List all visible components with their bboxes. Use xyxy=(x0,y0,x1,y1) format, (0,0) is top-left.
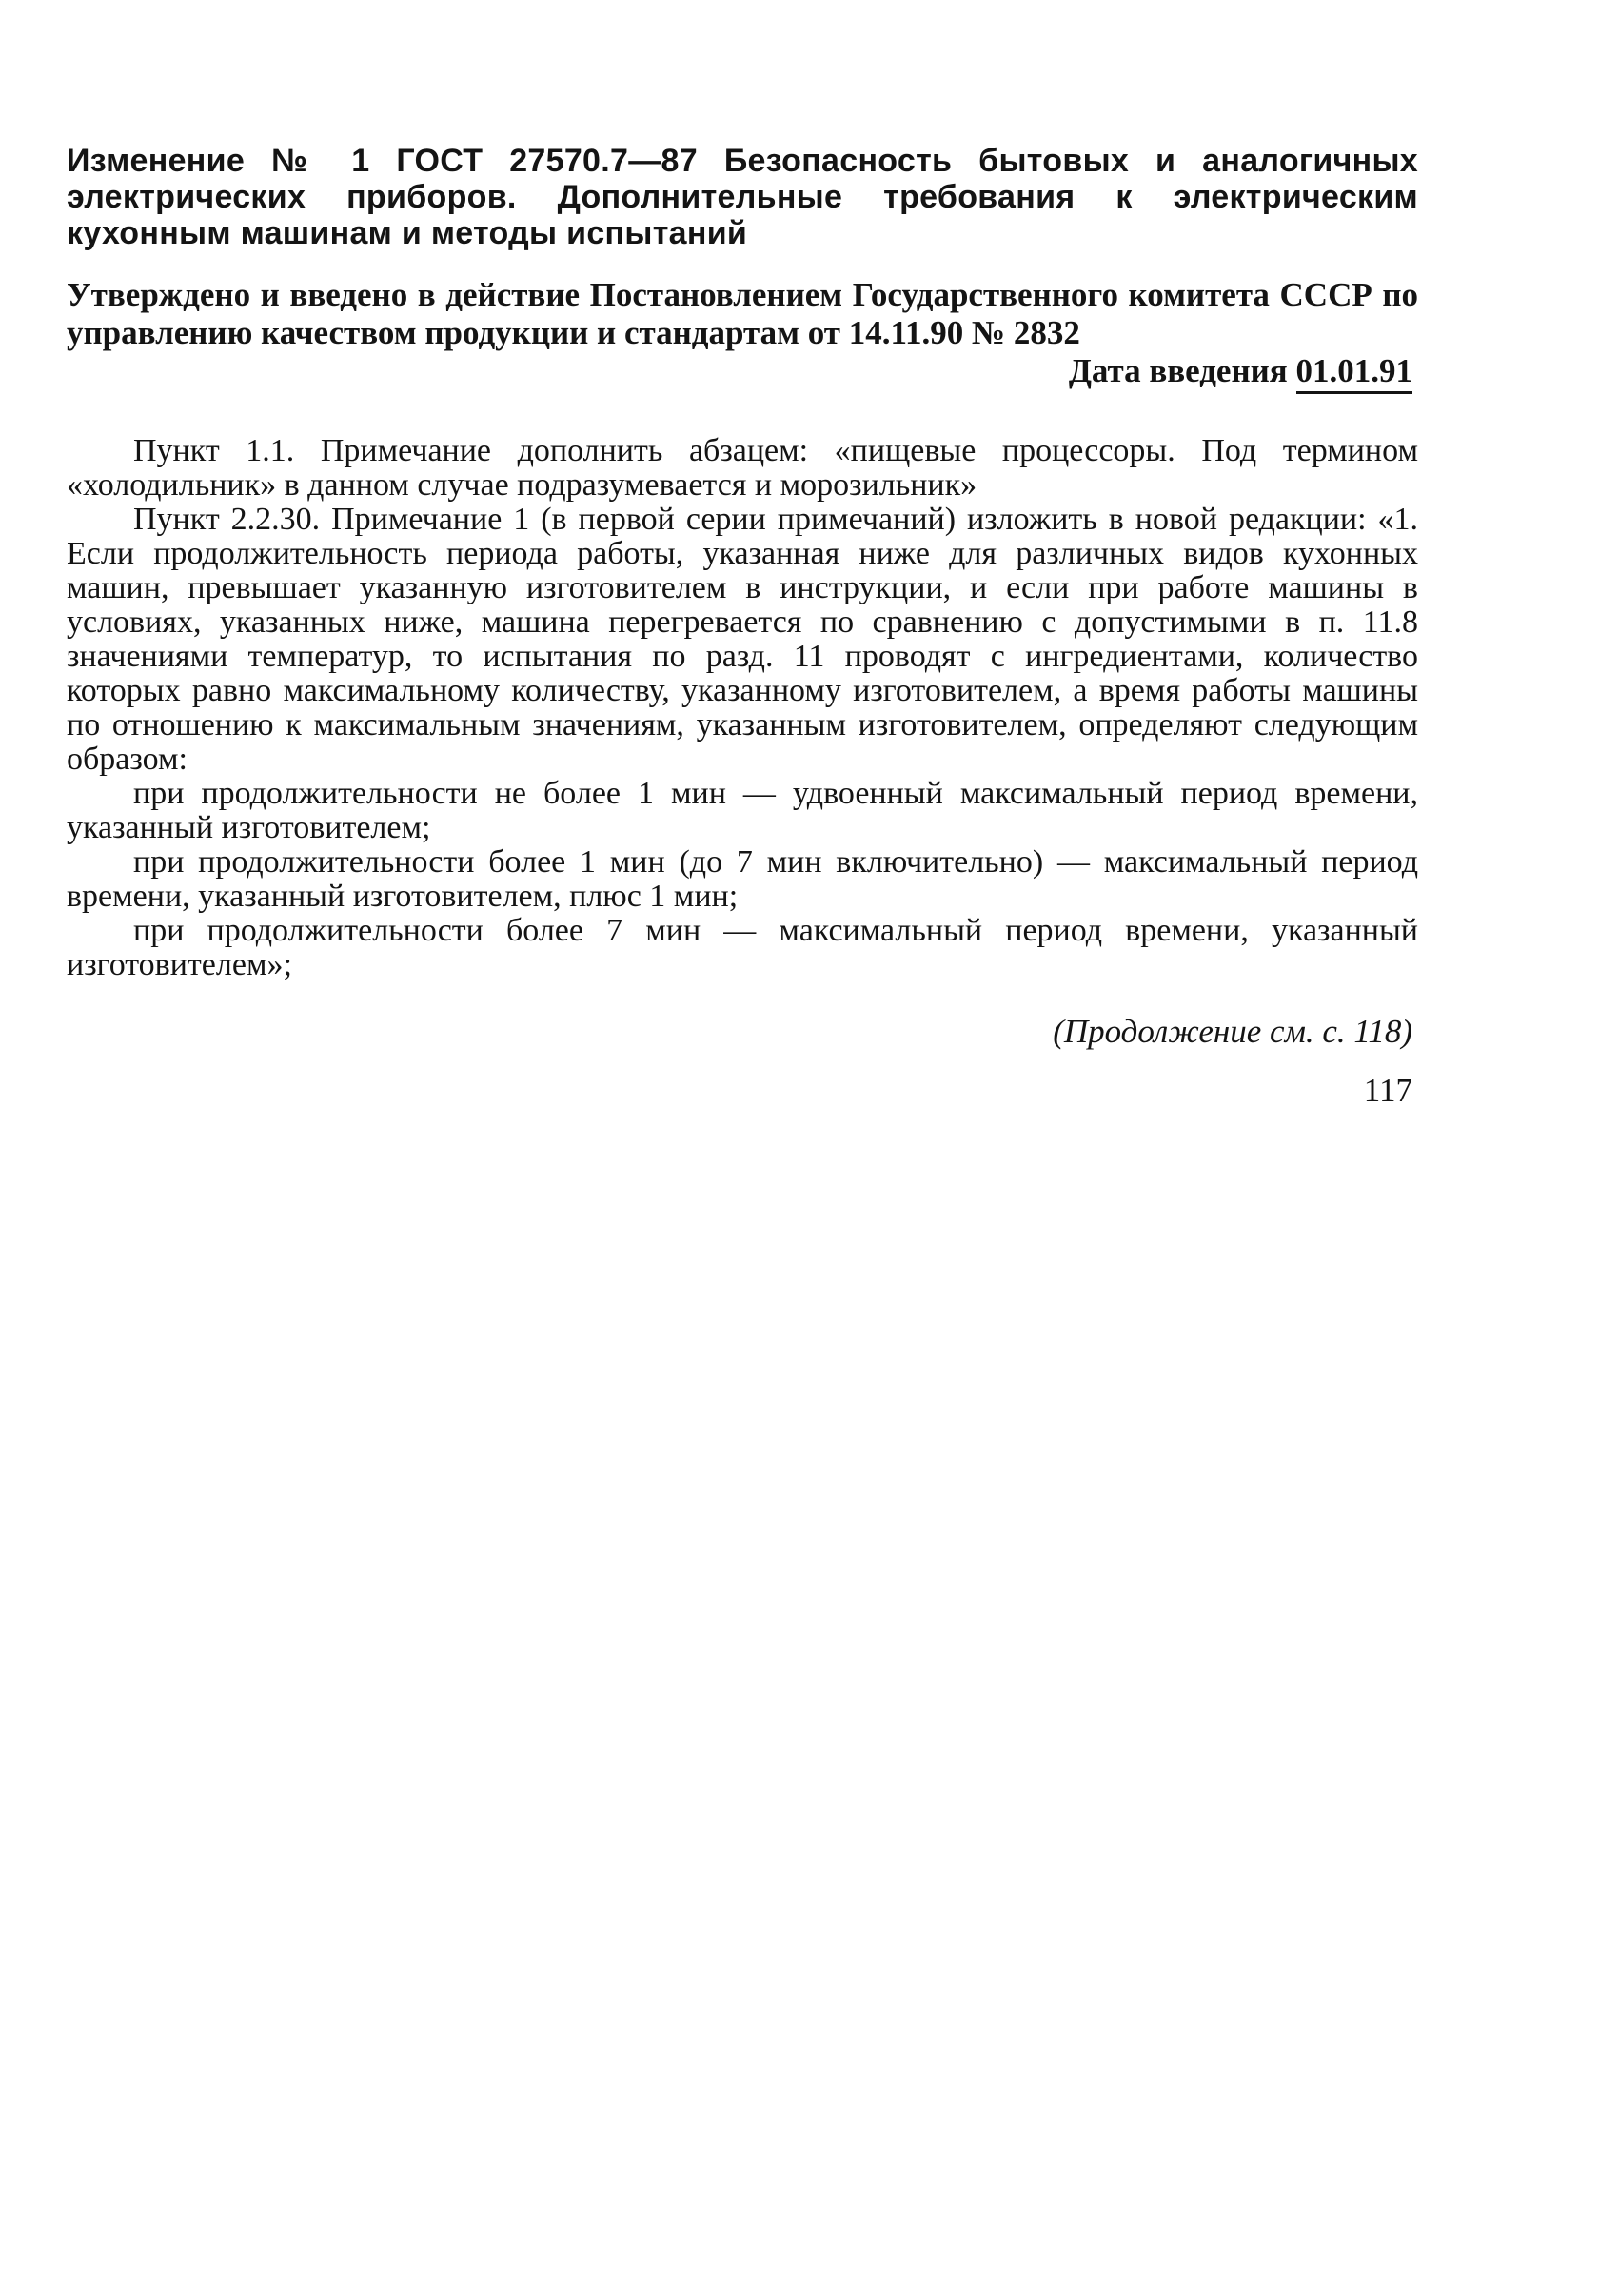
paragraph-item-1-1: Пункт 1.1. Примечание дополнить абзацем: «пищевые процессоры. Под термином «холодильник» в данном случае подразумевается и морозильник» xyxy=(67,433,1418,503)
amendment-title: Изменение № 1 ГОСТ 27570.7—87 Безопасность бытовых и аналогичных электрических приборов. Дополнительные требования к электрическим кухонным машинам и методы испытаний xyxy=(67,143,1418,251)
approval-statement: Утверждено и введено в действие Постановлением Государственного комитета СССР по управлению качеством продукции и стандартам от 14.11.90 № 2832 xyxy=(67,276,1418,351)
effective-date-value: 01.01.91 xyxy=(1296,352,1413,394)
continuation-note: (Продолжение см. с. 118) xyxy=(1053,1013,1412,1050)
paragraph-item-2-2-30: Пункт 2.2.30. Примечание 1 (в первой серии примечаний) изложить в новой редакции: «1. Если продолжительность периода работы, указанная ниже для различных видов кухонных машин, превышает указанную изготовителем в инструкции, и если при работе машины в условиях, указанных ниже, машина перегревается по сравнению с допустимыми в п. 11.8 значениями температур, то испытания по разд. 11 проводят с ингредиентами, количество которых равно максимальному количеству, указанному изготовителем, а время работы машины по отношению к максимальным значениям, указанным изготовителем, определяют следующим образом: xyxy=(67,502,1418,777)
effective-date-label: Дата введения xyxy=(1068,352,1288,389)
amendment-body xyxy=(67,434,1418,982)
page-number: 117 xyxy=(1363,1072,1412,1109)
effective-date xyxy=(67,352,1418,390)
paragraph-duration-over-7-min: при продолжительности более 7 мин — максимальный период времени, указанный изготовителем»; xyxy=(67,913,1418,982)
paragraph-duration-1-to-7-min: при продолжительности более 1 мин (до 7 мин включительно) — максимальный период времени, указанный изготовителем, плюс 1 мин; xyxy=(67,844,1418,914)
paragraph-duration-up-to-1-min: при продолжительности не более 1 мин — удвоенный максимальный период времени, указанный изготовителем; xyxy=(67,776,1418,845)
document-page xyxy=(67,143,1418,1110)
